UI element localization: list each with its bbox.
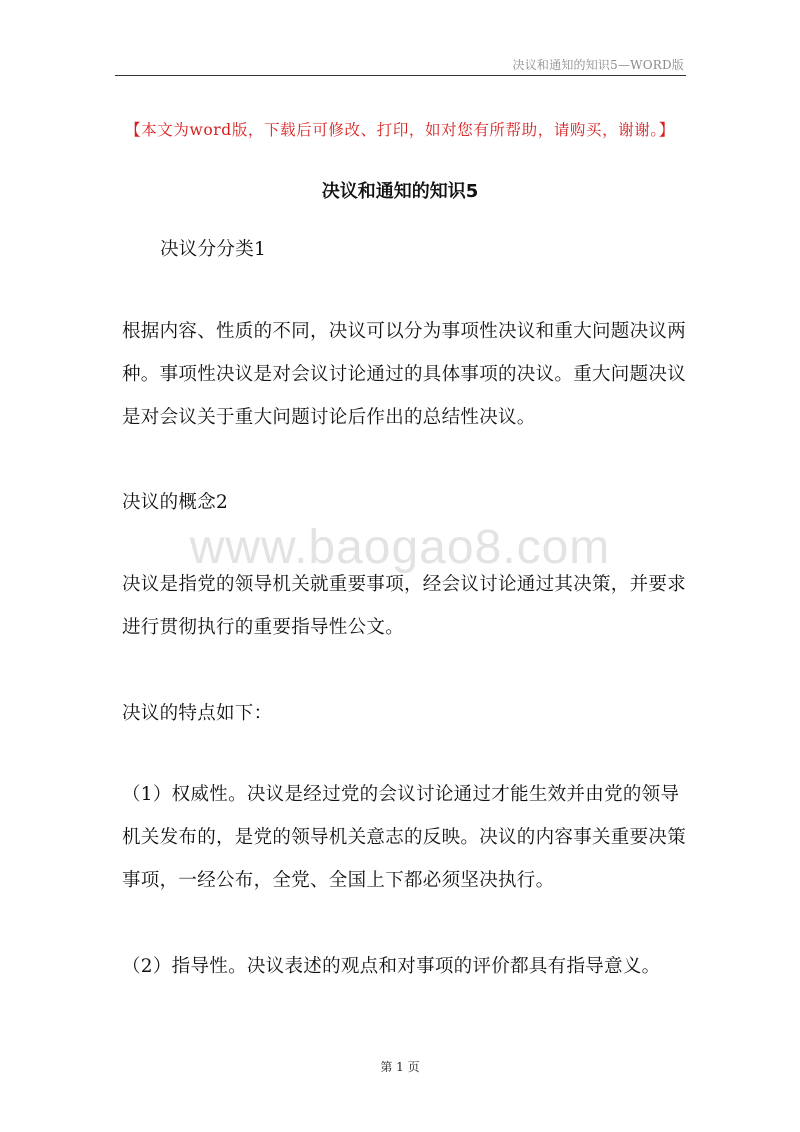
watermark: www.baogao8.com: [189, 521, 611, 574]
section-heading-concept: 决议的概念2: [122, 492, 229, 513]
paragraph-concept: 决议是指党的领导机关就重要事项，经会议讨论通过其决策，并要求进行贯彻执行的重要指导性公文。: [122, 574, 687, 638]
running-header: 决议和通知的知识5—WORD版: [512, 58, 684, 72]
feature-guidance: （2）指导性。决议表述的观点和对事项的评价都具有指导意义。: [122, 956, 661, 977]
page-number: 第 1 页: [380, 1060, 420, 1074]
features-intro: 决议的特点如下：: [122, 703, 273, 724]
document-title: 决议和通知的知识5: [321, 181, 479, 202]
section-heading-classification: 决议分分类1: [160, 239, 267, 260]
header-divider: [115, 75, 686, 76]
paragraph-classification: 根据内容、性质的不同，决议可以分为事项性决议和重大问题决议两种。事项性决议是对会议讨论通过的具体事项的决议。重大问题决议是对会议关于重大问题讨论后作出的总结性决议。: [122, 321, 687, 428]
purchase-notice: 【本文为word版，下载后可修改、打印，如对您有所帮助，请购买，谢谢。】: [125, 121, 675, 139]
feature-authority: （1）权威性。决议是经过党的会议讨论通过才能生效并由党的领导机关发布的，是党的领导机关意志的反映。决议的内容事关重要决策事项，一经公布，全党、全国上下都必须坚决执行。: [122, 784, 687, 891]
